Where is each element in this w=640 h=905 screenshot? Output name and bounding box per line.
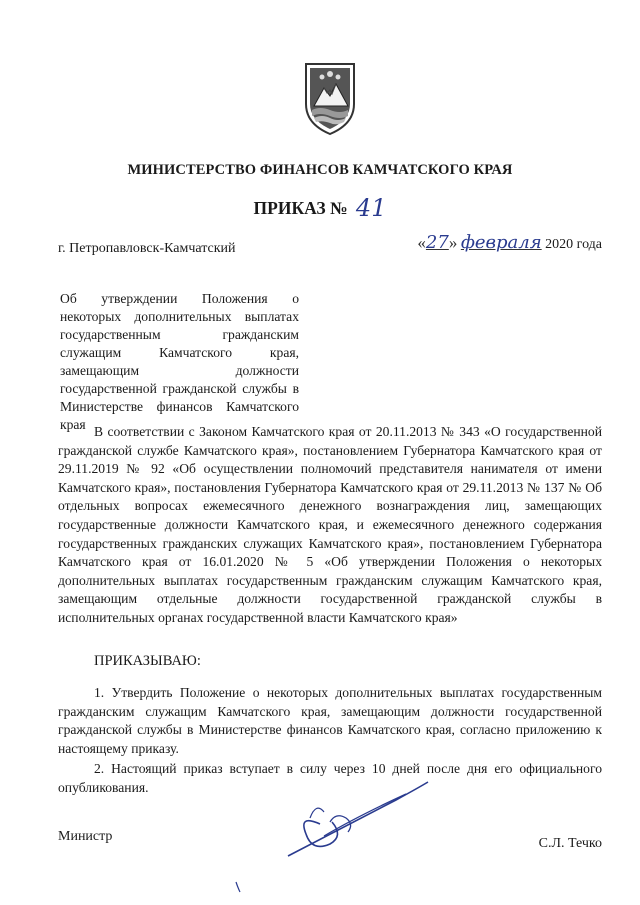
date-day: 27 xyxy=(425,232,449,253)
date-close-quote: » xyxy=(448,233,458,252)
signer-position: Министр xyxy=(58,829,113,844)
date-open-quote: « xyxy=(417,233,426,252)
order-item-1: 1. Утвердить Положение о некоторых дополнительных выплатах государственным гражданским служащим Камчатского края, замещающим должности государственной гражданской службы в Министерстве финансов Камчатского края, согласно приложению к настоящему приказу. xyxy=(58,685,602,756)
order-word: ПРИКАЗЫВАЮ: xyxy=(94,653,201,669)
order-heading xyxy=(0,194,640,222)
order-date xyxy=(417,232,602,253)
signer-name: С.Л. Течко xyxy=(538,836,602,851)
order-label: ПРИКАЗ № xyxy=(253,198,348,218)
document-subject: Об утверждении Положения о некоторых дополнительных выплатах государственным гражданским служащим Камчатского края, замещающим должности государственной гражданской службы в Министерстве финансов Камчатского края xyxy=(60,291,299,432)
handwritten-signature-icon xyxy=(228,772,438,897)
date-year: 2020 года xyxy=(545,237,602,252)
ministry-title: МИНИСТЕРСТВО ФИНАНСОВ КАМЧАТСКОГО КРАЯ xyxy=(127,162,513,178)
order-number: 41 xyxy=(355,194,387,222)
city: г. Петропавловск-Камчатский xyxy=(58,241,236,256)
preamble-paragraph: В соответствии с Законом Камчатского края от 20.11.2013 № 343 «О государственной гражданской службе Камчатского края», постановлением Губернатора Камчатского края от 29.11.2019 № 92 «Об осуществлении полномочий представителя нанимателя от имени Камчатского края», постановления Губернатора Камчатского края от 29.11.2013 № 137 № Об отдельных вопросах ежемесячного денежного вознаграждения лиц, замещающих государственные должности Камчатского края, и ежемесячного денежного содержания государственных гражданских служащих Камчатского края», постановлением Губернатора Камчатского края от 16.01.2020 № 5 «Об утверждении Положения о некоторых дополнительных выплатах государственным гражданским служащим Камчатского края, замещающим отдельные должности государственной гражданской службы в исполнительных органах государственной власти Камчатского края» xyxy=(58,424,602,625)
date-month: февраля xyxy=(460,232,542,253)
order-item-2: 2. Настоящий приказ вступает в силу через 10 дней после дня его официального опубликования. xyxy=(58,761,602,795)
coat-of-arms-icon xyxy=(302,60,358,136)
